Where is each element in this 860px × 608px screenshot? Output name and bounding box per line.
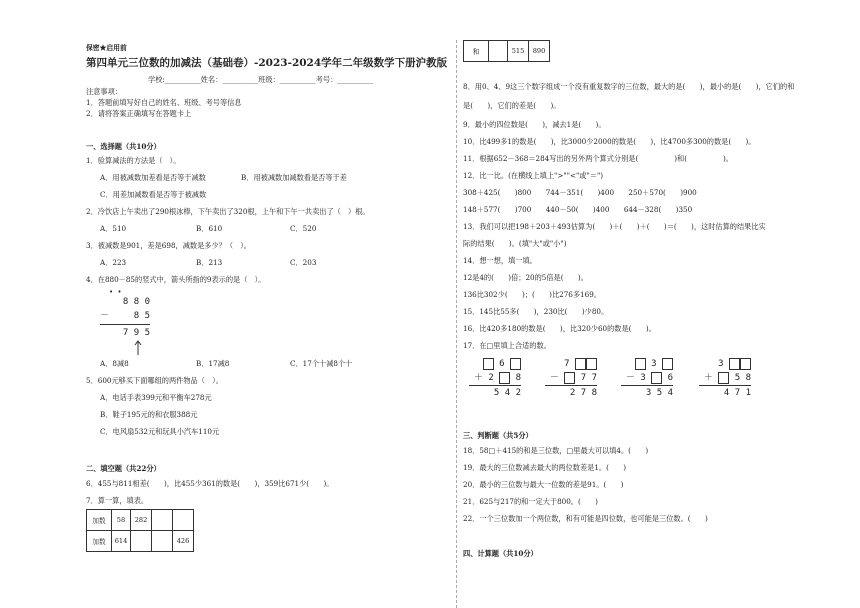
table-cell: 890 [529, 41, 550, 62]
table-cell: 614 [112, 531, 131, 552]
question-11: 11．根据652－368＝284写出的另外两个算式分别是( )和( )。 [463, 154, 733, 163]
arrow-up-icon [100, 340, 150, 356]
blank-box[interactable] [651, 372, 662, 384]
q14-part-2: 136比302少( )；( )比276多169。 [463, 290, 601, 299]
question-15: 15．145比55多( )，230比( )少80。 [463, 307, 609, 316]
page-title: 第四单元三位数的加减法（基础卷）-2023-2024学年二年级数学下册沪教版 [86, 57, 448, 69]
question-17: 17．在□里填上合适的数。 [463, 341, 551, 350]
calc-result: 2 7 8 [569, 388, 597, 398]
q2-option-a[interactable]: A．510 [100, 224, 127, 233]
table-cell: 和 [464, 41, 489, 62]
digit: 6 [667, 373, 673, 383]
q17-calc-3 [621, 357, 673, 400]
q1-option-a[interactable]: A．用被减数加差看是否等于减数 [100, 173, 206, 182]
question-10: 10．比499多1的数是( )，比3000少2000的数是( )，比4700多300的数是( )。 [463, 137, 756, 146]
table-cell[interactable] [131, 531, 152, 552]
calc-top: 8 8 0 [122, 297, 150, 307]
table-cell[interactable] [152, 510, 173, 531]
q4-option-a[interactable]: A．8减8 [100, 359, 129, 368]
question-1: 1．验算减法的方法是（ ）。 [86, 156, 181, 165]
carry-dots: • • [109, 288, 122, 296]
digit: 2 [488, 373, 494, 383]
question-8-line-2: 是( )，它们的差是( )。 [463, 101, 561, 110]
notice-1: 1．答题前填写好自己的姓名、班级、考号等信息 [86, 98, 242, 107]
blank-box[interactable] [729, 358, 740, 370]
digit: 8 [515, 373, 521, 383]
q12-row-1: 308＋425( )800 744－351( )400 250＋570( )900 [463, 188, 697, 197]
blank-box[interactable] [586, 358, 597, 370]
q5-option-b[interactable]: B．鞋子195元的和衣服388元 [100, 410, 198, 419]
table-cell: 426 [173, 531, 194, 552]
table-cell[interactable] [152, 531, 173, 552]
digit: 3 [718, 359, 724, 369]
section-4-title: 四、计算题（共10分） [463, 549, 538, 558]
notice-title: 注意事项： [86, 87, 122, 96]
calc-result: 5 4 2 [493, 388, 521, 398]
q1-option-b[interactable]: B．用被减数加减数看是否等于差 [241, 173, 347, 182]
operator: － [625, 373, 635, 383]
q4-option-c[interactable]: C．17个十减8个十 [290, 359, 353, 368]
table-cell: 515 [508, 41, 529, 62]
question-9: 9．最小的四位数是( )，减去1是( )。 [463, 120, 606, 129]
blank-box[interactable] [740, 358, 751, 370]
question-14: 14．想一想，填一填。 [463, 256, 537, 265]
q17-calc-1 [469, 357, 521, 400]
calc-result: 4 7 1 [723, 388, 751, 398]
q7-table [86, 509, 194, 552]
student-info-fields[interactable]: 学校:__________姓名：__________班级：__________考号：__________ [148, 75, 374, 84]
question-16: 16．比420多180的数是( )，比320少60的数是( )。 [463, 324, 656, 333]
q5-option-c[interactable]: C．电风扇532元和玩具小汽车110元 [100, 427, 220, 436]
question-13-line-1: 13．我们可以把198＋203＋493估算为( )＋( )＋( )＝( )，这时估算的结果比实 [463, 222, 766, 231]
q4-option-b[interactable]: B．17减8 [196, 359, 230, 368]
operator: ＋ [703, 373, 713, 383]
digit: 7 7 [580, 373, 597, 383]
question-19: 19．最大的三位数减去最大的两位数差是1。( ) [463, 463, 627, 472]
digit: 3 [651, 359, 657, 369]
calc-mid: 8 5 [133, 311, 150, 321]
notice-2: 2．请将答案正确填写在答题卡上 [86, 109, 192, 118]
question-13-line-2: 际的结果( )。(填"大"或"小") [463, 239, 567, 248]
q1-option-c[interactable]: C．用差加减数看是否等于被减数 [100, 190, 207, 199]
blank-box[interactable] [718, 372, 729, 384]
question-18: 18．58□＋415的和是三位数，□里最大可以填4。( ) [463, 446, 649, 455]
blank-box[interactable] [635, 358, 646, 370]
question-8-line-1: 8．用0、4、9这三个数字组成一个没有重复数字的三位数，最大的是( )，最小的是( )，它们的和 [463, 82, 795, 91]
q12-row-2: 148＋577( )700 440－50( )400 644－328( )350 [463, 205, 693, 214]
q7-table-continued [463, 40, 550, 62]
calc-result: 7 9 5 [122, 328, 150, 338]
digit: 7 [564, 359, 570, 369]
table-cell: 加数 [87, 510, 112, 531]
operator: － [549, 373, 559, 383]
confidential-mark: 保密★启用前 [86, 44, 127, 52]
question-20: 20．最小的三位数与最大一位数的差是91。( ) [463, 480, 624, 489]
table-row [87, 510, 194, 531]
table-row [464, 41, 550, 62]
question-5: 5．600元够买下面哪组的两件物品（ ）。 [86, 376, 223, 385]
blank-box[interactable] [483, 358, 494, 370]
q2-option-c[interactable]: C．520 [290, 224, 317, 233]
q2-option-b[interactable]: B．610 [196, 224, 223, 233]
digit: 5 8 [734, 373, 751, 383]
operator: ＋ [473, 373, 483, 383]
digit: 3 [640, 373, 646, 383]
question-7: 7．算一算，填表。 [86, 496, 149, 505]
blank-box[interactable] [662, 358, 673, 370]
q3-option-c[interactable]: C．203 [290, 258, 317, 267]
question-3: 3．被减数是901，差是698，减数是多少？（ ）。 [86, 241, 251, 250]
q17-calc-2 [545, 357, 597, 400]
q3-option-b[interactable]: B．213 [196, 258, 223, 267]
calc-result: 3 5 4 [645, 388, 673, 398]
question-22: 22．一个三位数加一个两位数，和有可能是四位数，也可能是三位数。( ) [463, 514, 708, 523]
page-divider [456, 40, 457, 608]
minus-sign: － [100, 311, 110, 321]
blank-box[interactable] [575, 358, 586, 370]
q17-calc-4 [699, 357, 751, 400]
section-3-title: 三、判断题（共5分） [463, 431, 533, 440]
question-6: 6．455与811相差( )，比455少361的数是( )，359比671少( )。 [86, 479, 334, 488]
question-21: 21．625与217的和一定大于800。( ) [463, 497, 598, 506]
section-2-title: 二、填空题（共22分） [86, 464, 161, 473]
q3-option-a[interactable]: A．223 [100, 258, 127, 267]
blank-box[interactable] [510, 358, 521, 370]
blank-box[interactable] [564, 372, 575, 384]
table-cell: 加数 [87, 531, 112, 552]
digit: 6 [499, 359, 505, 369]
blank-box[interactable] [499, 372, 510, 384]
q5-option-a[interactable]: A．电话手表399元和平衡车278元 [100, 393, 212, 402]
table-cell[interactable] [173, 510, 194, 531]
table-cell: 282 [131, 510, 152, 531]
q4-vertical-calc [100, 289, 150, 359]
question-2: 2．冷饮店上午卖出了290根冰棒，下午卖出了320根，上午和下午一共卖出了（ ）根。 [86, 207, 370, 216]
question-4: 4．在880－85的竖式中，箭头所指的9表示的是（ ）。 [86, 275, 266, 284]
table-row [87, 531, 194, 552]
section-1-title: 一、选择题（共10分） [86, 142, 161, 151]
q14-part-1: 12是4的( )倍；20的5倍是( )。 [463, 273, 588, 282]
table-cell: 58 [112, 510, 131, 531]
table-cell[interactable] [489, 41, 508, 62]
question-12: 12．比一比。(在横线上填上">""<"或"＝") [463, 171, 604, 180]
